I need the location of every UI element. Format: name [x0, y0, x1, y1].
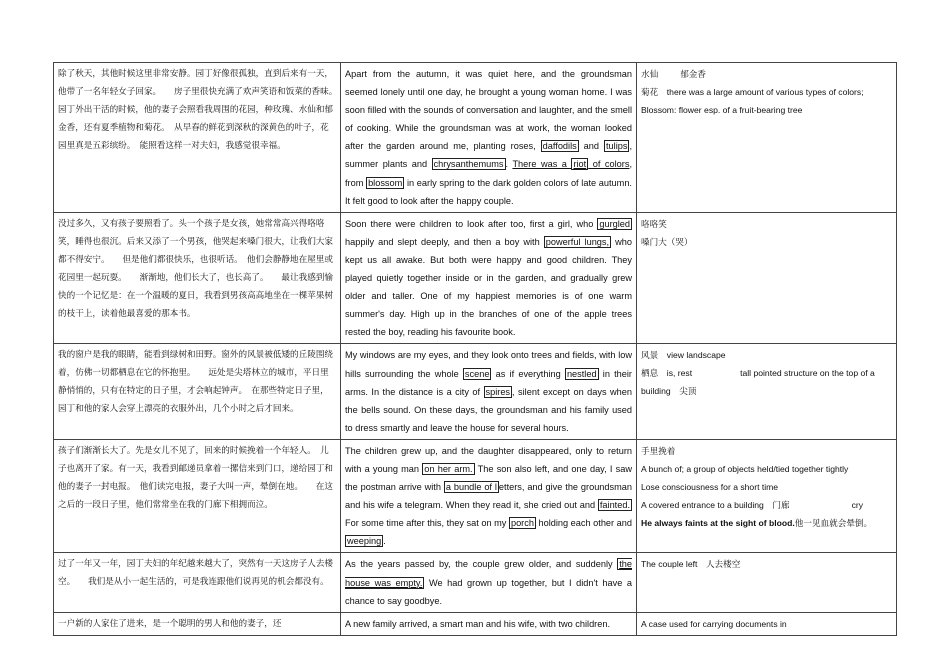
english-text: who kept us all awake. But both were happy and good children. They played quietly together inside or in the garden, and gradually grew older and taller. One of my happiest memories is of one warm summer's day. High up in the branches of one of the apple trees rested the boy, reading his favourite book. — [345, 236, 632, 338]
english-text: For some time after this, they sat on my — [345, 518, 509, 529]
notes-cell — [637, 553, 897, 612]
notes-cell — [637, 612, 897, 635]
english-text: happily and slept deeply, and then a boy with — [345, 236, 544, 247]
notes-cell — [637, 344, 897, 439]
table-row — [54, 344, 897, 439]
note-definition: cry — [851, 499, 864, 510]
table-row — [54, 63, 897, 213]
english-text: Soon there were children to look after too, first a girl, who — [345, 218, 598, 229]
note-term: 郁金香 — [680, 69, 706, 79]
english-text: Apart from the autumn, it was quiet here, and the groundsman seemed lonely until one day, he brought a young woman home. I was soon filled with the sounds of conversation and laughter, and the smell of cooking. While the groundsman was at work, the woman looked after the garden around me, planting roses, — [345, 69, 632, 152]
chinese-text-cell — [54, 63, 341, 213]
note-line: 手里挽着 — [641, 445, 676, 456]
vocab-highlight: tulips — [605, 141, 628, 152]
note-line: Lose consciousness for a short time — [641, 481, 779, 492]
chinese-text-cell — [54, 439, 341, 553]
note-line — [641, 514, 892, 532]
chinese-paragraph: 我的窗户是我的眼睛，能看到绿树和田野。窗外的风景被低矮的丘陵围绕着，仿佛一切都栖息在它的怀抱里。 远处是尖塔林立的城市，平日里静悄悄的，只有在特定的日子里，才会响起钟声。 在那些特定日子里，园丁和他的家人会穿上漂亮的衣服外出，几个小时之后才回来。 — [58, 350, 334, 415]
english-text: in early spring to the dark golden colors of late autumn. It felt good to look after the happy couple. — [345, 177, 632, 206]
note-line: 嗓门大（哭） — [641, 236, 693, 247]
note-line: The couple left 人去楼空 — [641, 559, 741, 570]
vocab-highlight: chrysanthemums — [433, 159, 504, 170]
chinese-paragraph: 一户新的人家住了进来，是一个聪明的男人和他的妻子，还 — [58, 618, 282, 629]
notes-cell — [637, 439, 897, 553]
vocab-highlight: weeping — [347, 536, 382, 547]
table-row — [54, 212, 897, 344]
vocab-highlight: fainted. — [599, 500, 630, 511]
english-text: We had grown up together, but I didn't have a chance to say goodbye. — [345, 577, 632, 606]
english-text-cell — [341, 612, 637, 635]
english-text: etters, and give the groundsman and his wife a telegram. When they read it, she cried out and — [345, 482, 632, 511]
english-text: . — [505, 159, 513, 170]
table-row — [54, 612, 897, 635]
chinese-text-cell — [54, 612, 341, 635]
table-row — [54, 553, 897, 612]
note-line — [641, 65, 892, 83]
underlined-phrase: There was a — [512, 159, 572, 170]
note-definition: A covered entrance to a building 门廊 — [641, 499, 790, 510]
english-text: The son also left, and one day, I saw the postman arrive with — [345, 463, 632, 493]
note-line: 风景 view landscape — [641, 350, 726, 361]
english-text-cell — [341, 212, 637, 344]
english-text: holding each other and — [535, 518, 632, 529]
vocab-highlight: a bundle of l — [445, 482, 497, 493]
english-text: My windows are my eyes, and they look onto trees and fields, with low hills surrounding the whole — [345, 350, 632, 379]
table-row — [54, 439, 897, 553]
vocab-highlight: gurgled — [599, 218, 630, 229]
note-line: 菊花 there was a large amount of various types of colors; — [641, 87, 864, 97]
vocab-highlight: daffodils — [542, 141, 577, 152]
note-term: 栖息 is, rest — [641, 368, 693, 379]
note-line: building 尖顶 — [641, 386, 697, 397]
chinese-paragraph: 没过多久，又有孩子要照看了。头一个孩子是女孩，她常常高兴得咯咯笑，睡得也很沉。后来又添了一个男孩，他哭起来嗓门很大，让我们大家都不得安宁。 但是他们都很快乐，也很听话。 他们会静静地在屋里或花园里一起玩耍。 渐渐地，他们长大了，也长高了。 最让我感到愉快的一个记忆是：在一个温暖的夏日，我看到男孩高高地坐在一棵苹果树的枝干上，读着他最喜爱的那本书。 — [58, 218, 334, 319]
vocab-highlight: porch — [510, 518, 534, 529]
vocab-highlight: scene — [464, 368, 490, 379]
english-text: and — [578, 141, 604, 152]
note-line — [641, 496, 892, 514]
chinese-paragraph: 孩子们渐渐长大了。先是女儿不见了，回来的时候挽着一个年轻人。 儿子也离开了家。有一天，我看到邮递员拿着一摞信来到门口，递给园丁和他的妻子一封电报。 他们读完电报，妻子大叫一声，晕倒在地。 在这之后的一段日子里，他们常常坐在我的门廊下相拥而泣。 — [58, 445, 334, 510]
notes-cell — [637, 63, 897, 213]
english-text: , from — [345, 159, 632, 188]
note-line: Blossom: flower esp. of a fruit-bearing tree — [641, 105, 803, 115]
note-line: A case used for carrying documents in — [641, 618, 787, 629]
english-text: , silent except on days when the bells sound. On these days, the groundsman and his family used to dress smartly and leave the house for several hours. — [345, 386, 632, 433]
chinese-text-cell — [54, 553, 341, 612]
note-line — [641, 364, 892, 382]
note-line: 咯咯笑 — [641, 218, 667, 229]
note-definition: tall pointed structure on the top of a — [740, 368, 875, 379]
vocab-highlight: blossom — [368, 177, 403, 188]
english-text: , summer plants and — [345, 141, 632, 170]
chinese-text-cell — [54, 212, 341, 344]
chinese-paragraph: 除了秋天，其他时候这里非常安静。园丁好像很孤独，直到后来有一天，他带了一名年轻女子回家。 房子里很快充满了欢声笑语和饭菜的香味。 园丁外出干活的时候，他的妻子会照看我周围的花园，种玫瑰、水仙和郁金香，还有夏季植物和菊花。 从早春的鲜花到深秋的深黄色的叶子，花园里真是五彩缤纷。 能照看这样一对夫妇，我感觉很幸福。 — [58, 69, 342, 151]
vocab-highlight: spires — [485, 386, 511, 397]
english-text: as if everything — [491, 368, 565, 379]
english-text: The children grew up, and the daughter disappeared, only to return with a young man — [345, 445, 632, 474]
english-text-cell — [341, 63, 637, 213]
vocab-highlight: riot — [573, 159, 587, 170]
english-text: . — [383, 536, 386, 547]
vocabulary-table — [53, 62, 897, 636]
vocab-highlight: on her arm. — [424, 463, 473, 474]
english-text-cell — [341, 344, 637, 439]
example-translation: 他一见血就会晕倒。 — [794, 517, 873, 528]
note-term: 水仙 — [641, 69, 659, 79]
english-text-cell — [341, 553, 637, 612]
example-sentence: He always faints at the sight of blood. — [641, 517, 795, 528]
english-text: A new family arrived, a smart man and his wife, with two children. — [345, 618, 611, 629]
english-text-cell — [341, 439, 637, 553]
chinese-paragraph: 过了一年又一年，园丁夫妇的年纪越来越大了，突然有一天这房子人去楼空。 我们是从小一起生活的，可是我连跟他们说再见的机会都没有。 — [58, 559, 334, 588]
vocab-highlight: the house was empty. — [345, 559, 632, 588]
english-text: As the years passed by, the couple grew older, and suddenly — [345, 559, 618, 570]
vocab-highlight: nestled — [566, 368, 597, 379]
english-text: in their arms. In the distance is a city of — [345, 368, 632, 397]
chinese-text-cell — [54, 344, 341, 439]
notes-cell — [637, 212, 897, 344]
note-line: A bunch of; a group of objects held/tied together tightly — [641, 463, 849, 474]
underlined-phrase: of colors — [588, 159, 630, 170]
vocab-highlight: powerful lungs, — [545, 236, 610, 247]
